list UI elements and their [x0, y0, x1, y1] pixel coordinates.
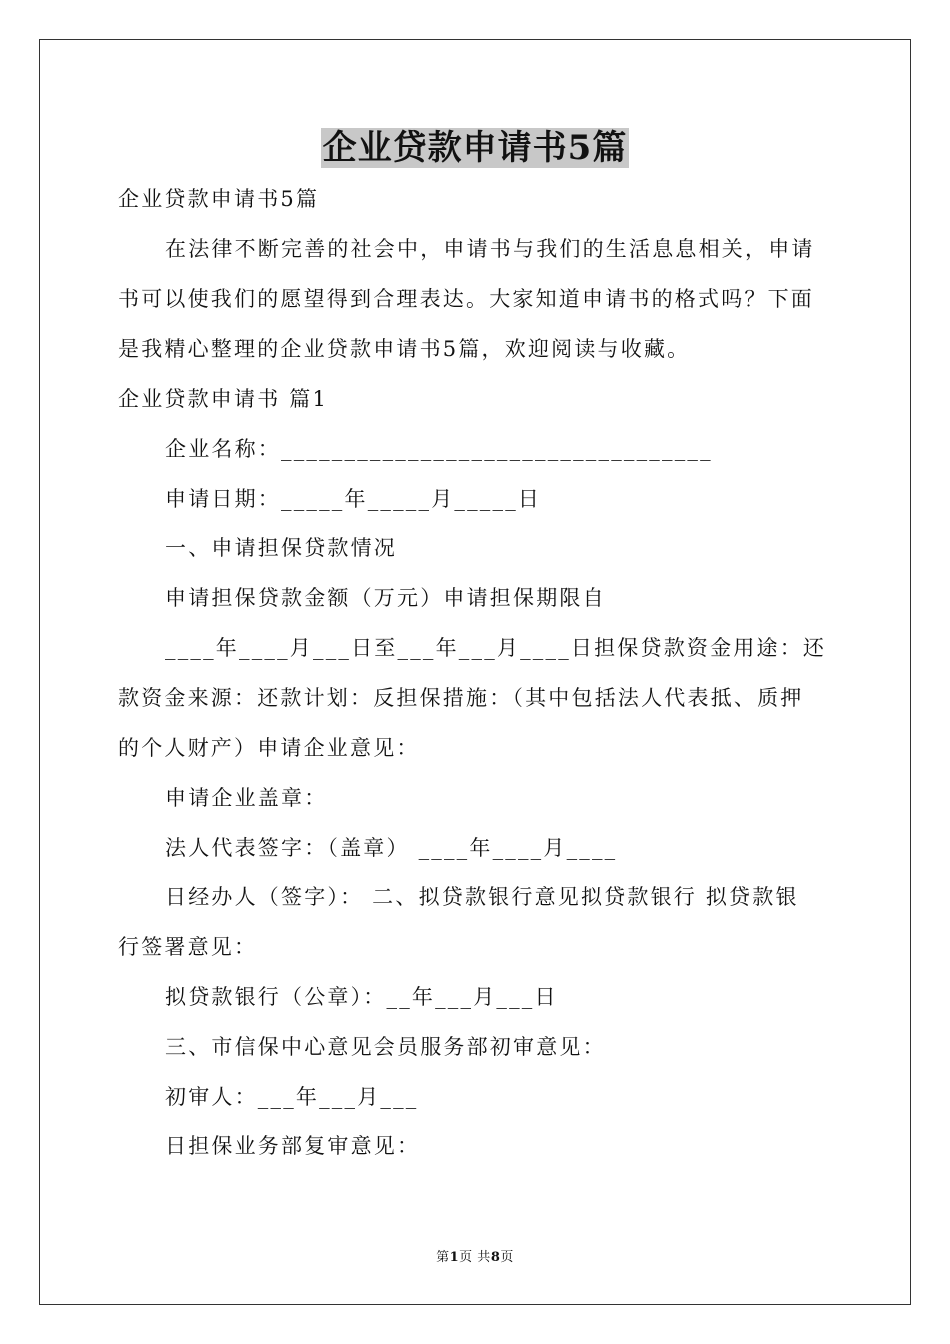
field-repayment: 款资金来源：还款计划：反担保措施：（其中包括法人代表抵、质押: [118, 686, 804, 710]
field-legal-rep-signature: 法人代表签字：（盖章） ____年____月____: [165, 836, 618, 860]
footer-mid: 页 共: [459, 1250, 491, 1265]
section-heading: 企业贷款申请书 篇1: [118, 387, 329, 411]
page-border: [39, 39, 911, 1305]
intro-line-1: 在法律不断完善的社会中，申请书与我们的生活息息相关，申请: [165, 237, 815, 261]
field-loan-period: ____年____月___日至___年___月____日担保贷款资金用途：还: [165, 636, 827, 660]
field-company-seal: 申请企业盖章：: [165, 786, 328, 810]
footer-total-pages: 8: [490, 1250, 501, 1265]
field-company-name: 企业名称：__________________________________: [165, 437, 713, 461]
intro-line-3: 是我精心整理的企业贷款申请书5篇，欢迎阅读与收藏。: [118, 337, 691, 361]
field-first-reviewer: 初审人：___年___月___: [165, 1085, 419, 1109]
subtitle: 企业贷款申请书5篇: [118, 187, 320, 211]
field-application-date: 申请日期：_____年_____月_____日: [165, 487, 542, 511]
heading-center-opinion: 三、市信保中心意见会员服务部初审意见：: [165, 1035, 606, 1059]
footer-prefix: 第: [436, 1250, 450, 1265]
footer-suffix: 页: [500, 1250, 514, 1265]
field-bank-seal: 拟贷款银行（公章）：__年___月___日: [165, 985, 558, 1009]
page-footer: [0, 1246, 950, 1265]
field-personal-property: 的个人财产）申请企业意见：: [118, 736, 420, 760]
document-title: [0, 126, 950, 170]
footer-page-number: 1: [449, 1250, 460, 1265]
heading-loan-situation: 一、申请担保贷款情况: [165, 536, 397, 560]
field-handler-signature: 日经办人（签字）： 二、拟贷款银行意见拟贷款银行 拟贷款银: [165, 885, 799, 909]
field-second-review: 日担保业务部复审意见：: [165, 1134, 421, 1158]
field-loan-amount: 申请担保贷款金额（万元）申请担保期限自: [165, 586, 606, 610]
field-bank-opinion: 行签署意见：: [118, 935, 258, 959]
intro-line-2: 书可以使我们的愿望得到合理表达。大家知道申请书的格式吗？下面: [118, 287, 814, 311]
title-text: 企业贷款申请书5篇: [322, 128, 628, 168]
